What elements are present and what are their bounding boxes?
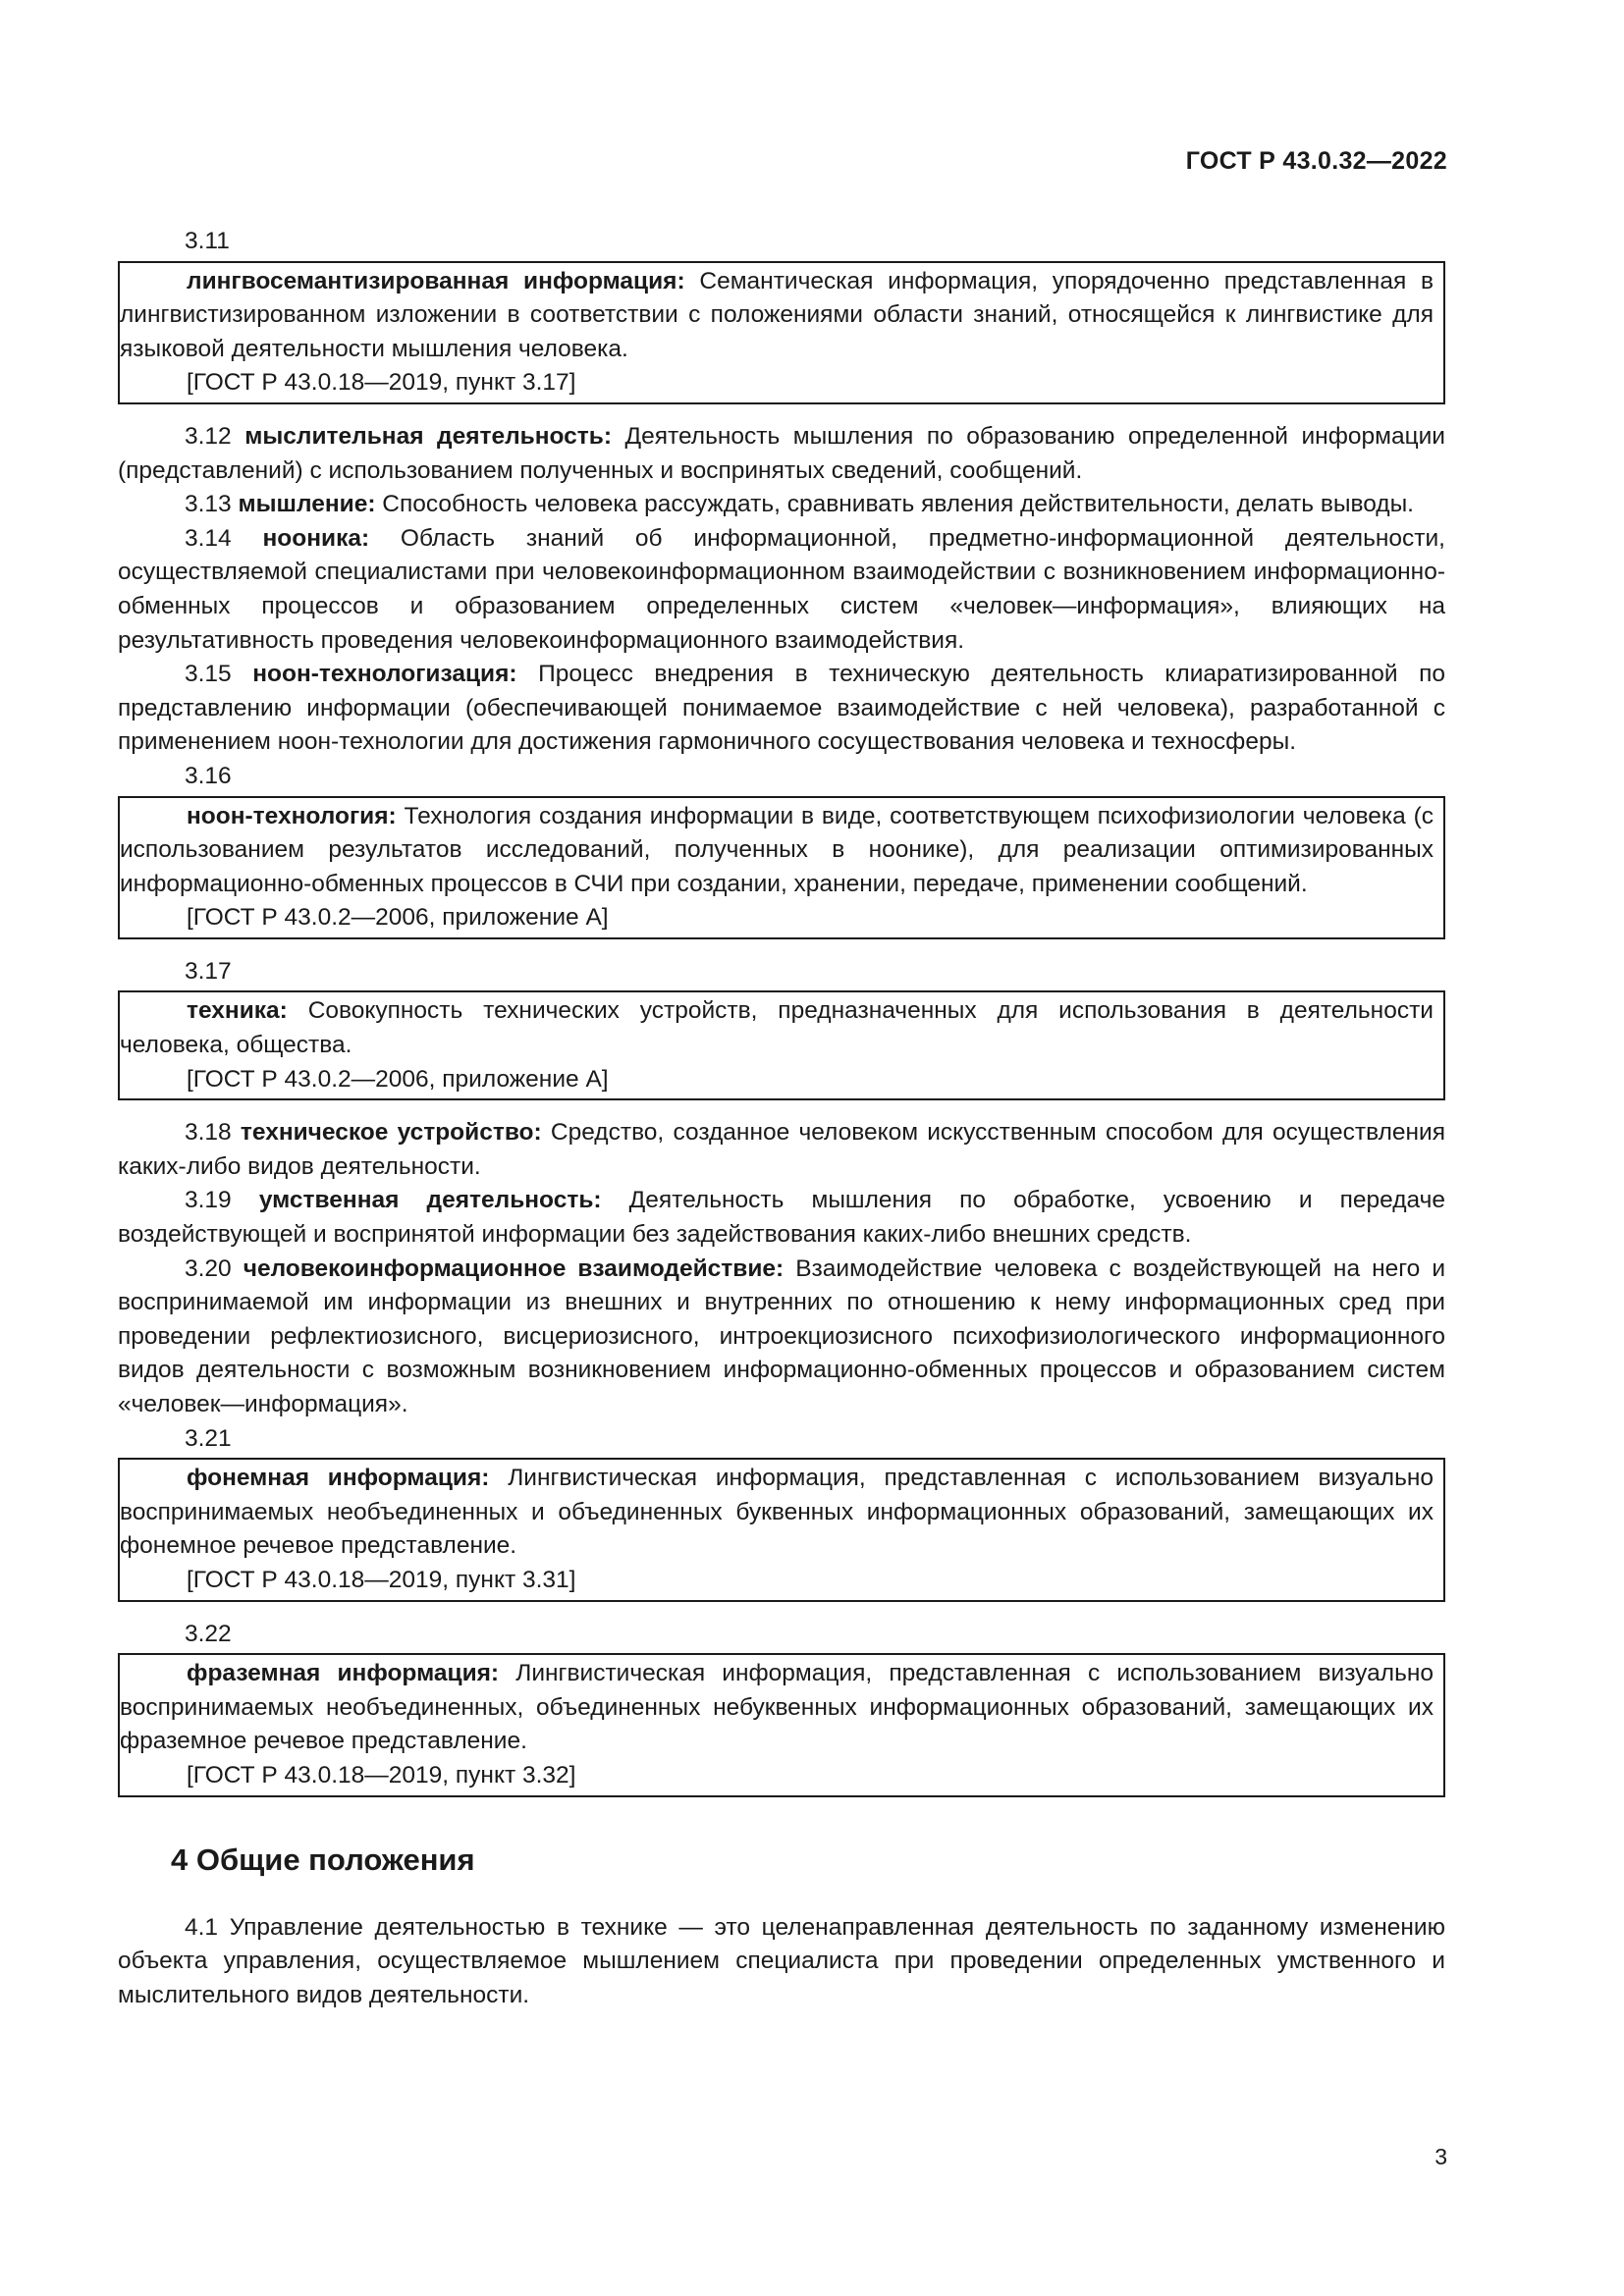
definition-text-3-12: Деятельность мышления по образованию определенной информации (представлений) с использованием полученных и воспринятых сведений, сообщений. <box>118 422 1445 484</box>
definition-3-11 <box>120 265 1434 367</box>
definition-text-3-14: Область знаний об информационной, предметно-информационной деятельности, осуществляемой специалистами при человекоинформационном взаимодействии с возникновением информационно-обменных процессов и образованием определенных систем «человек—информация», влияющих на результативность проведения человекоинформационного взаимодействия. <box>118 524 1445 654</box>
definition-text-3-18: Средство, созданное человеком искусственным способом для осуществления каких-либо видов деятельности. <box>118 1119 1445 1180</box>
source-reference-3-11: [ГОСТ Р 43.0.18—2019, пункт 3.17] <box>187 369 576 397</box>
entry-number-3-18: 3.18 <box>185 1119 232 1147</box>
definition-text-3-13: Способность человека рассуждать, сравнивать явления действительности, делать выводы. <box>375 491 1414 518</box>
definition-3-13 <box>118 488 1445 522</box>
definition-3-16 <box>120 800 1434 902</box>
entry-number-3-11: 3.11 <box>185 228 230 254</box>
entry-number-3-20: 3.20 <box>185 1255 232 1282</box>
entry-number-3-22: 3.22 <box>185 1620 232 1647</box>
quoted-definition-box-3-22 <box>118 1653 1445 1796</box>
term-3-13: мышление: <box>238 491 376 518</box>
entry-number-3-13: 3.13 <box>185 491 232 518</box>
term-3-20: человекоинформационное взаимодействие: <box>243 1255 785 1282</box>
definition-3-17 <box>120 994 1434 1062</box>
definition-text-3-21: Лингвистическая информация, представленная с использованием визуально воспринимаемых необъединенных и объединенных буквенных информационных образований, замещающих их фонемное речевое представление. <box>120 1465 1434 1560</box>
term-3-16: ноон-технология: <box>187 802 397 829</box>
term-3-12: мыслительная деятельность: <box>244 422 613 450</box>
definition-text-3-20: Взаимодействие человека с воздействующей на него и воспринимаемой им информации из внешних и внутренних по отношению к нему информационных сред при проведении рефлектиозисного, висцериозисного, интроекциозисного психофизиологического информационного видов деятельности с возможным возникновением информационно-обменных процессов и образованием систем «человек—информация». <box>118 1255 1446 1417</box>
quoted-definition-box-3-11 <box>118 261 1445 404</box>
definition-text-3-19: Деятельность мышления по обработке, усвоению и передаче воздействующей и воспринятой информации без задействования каких-либо внешних средств. <box>118 1187 1445 1249</box>
definition-3-21 <box>120 1462 1434 1564</box>
term-3-11: лингвосемантизированная информация: <box>187 267 685 294</box>
definition-3-19 <box>118 1184 1445 1252</box>
document-body <box>118 225 1445 2012</box>
entry-number-3-17: 3.17 <box>185 957 232 985</box>
term-3-17: техника: <box>187 997 288 1025</box>
term-3-14: нооника: <box>262 524 370 552</box>
definition-3-22 <box>120 1657 1434 1759</box>
quoted-definition-box-3-21 <box>118 1458 1445 1601</box>
paragraph-4-1: 4.1 Управление деятельностью в технике — это целенаправленная деятельность по заданному изменению объекта управления, осуществляемое мышлением специалиста при проведении определенных умственного и мыслительного видов деятельности. <box>118 1913 1445 2008</box>
definition-3-20 <box>118 1253 1445 1422</box>
entry-number-3-14: 3.14 <box>185 524 232 552</box>
entry-number-3-21: 3.21 <box>185 1424 232 1452</box>
definition-text-3-17: Совокупность технических устройств, предназначенных для использования в деятельности человека, общества. <box>120 997 1434 1059</box>
entry-number-3-12: 3.12 <box>185 422 232 450</box>
page-number: 3 <box>1435 2144 1447 2169</box>
definition-3-14 <box>118 522 1445 658</box>
source-reference-3-22: [ГОСТ Р 43.0.18—2019, пункт 3.32] <box>187 1761 576 1789</box>
term-3-21: фонемная информация: <box>187 1465 490 1492</box>
quoted-definition-box-3-16 <box>118 796 1445 939</box>
definition-text-3-11: Семантическая информация, упорядоченно представленная в лингвистизированном изложении в соответствии с положениями области знаний, относящейся к лингвистике для языковой деятельности мышления человека. <box>120 267 1434 362</box>
source-reference-3-17: [ГОСТ Р 43.0.2—2006, приложение А] <box>187 1065 609 1093</box>
entry-number-3-19: 3.19 <box>185 1187 232 1214</box>
term-3-15: ноон-технологизация: <box>252 661 517 688</box>
definition-text-3-15: Процесс внедрения в техническую деятельность клиаратизированной по представлению информации (обеспечивающей понимаемое взаимодействие с ней человека), разработанной с применением ноон-технологии для достижения гармоничного сосуществования человека и техносферы. <box>118 661 1446 756</box>
definition-3-15 <box>118 658 1445 760</box>
term-3-22: фраземная информация: <box>187 1660 500 1687</box>
definition-3-18 <box>118 1116 1445 1184</box>
definition-text-3-16: Технология создания информации в виде, соответствующем психофизиологии человека (с использованием результатов исследований, полученных в ноонике), для реализации оптимизированных информационно-обменных процессов в СЧИ при создании, хранении, передаче, применении сообщений. <box>120 802 1434 897</box>
entry-number-3-16: 3.16 <box>185 762 232 789</box>
source-reference-3-16: [ГОСТ Р 43.0.2—2006, приложение А] <box>187 904 609 932</box>
source-reference-3-21: [ГОСТ Р 43.0.18—2019, пункт 3.31] <box>187 1566 576 1593</box>
term-3-18: техническое устройство: <box>240 1119 542 1147</box>
entry-number-3-15: 3.15 <box>185 661 232 688</box>
quoted-definition-box-3-17 <box>118 990 1445 1100</box>
document-code-header: ГОСТ Р 43.0.32—2022 <box>1185 147 1447 175</box>
definition-3-12 <box>118 420 1445 488</box>
section-4-heading: 4 Общие положения <box>171 1842 475 1877</box>
definition-text-3-22: Лингвистическая информация, представленная с использованием визуально воспринимаемых необъединенных, объединенных небуквенных информационных образований, замещающих их фраземное речевое представление. <box>120 1660 1434 1755</box>
term-3-19: умственная деятельность: <box>258 1187 602 1214</box>
